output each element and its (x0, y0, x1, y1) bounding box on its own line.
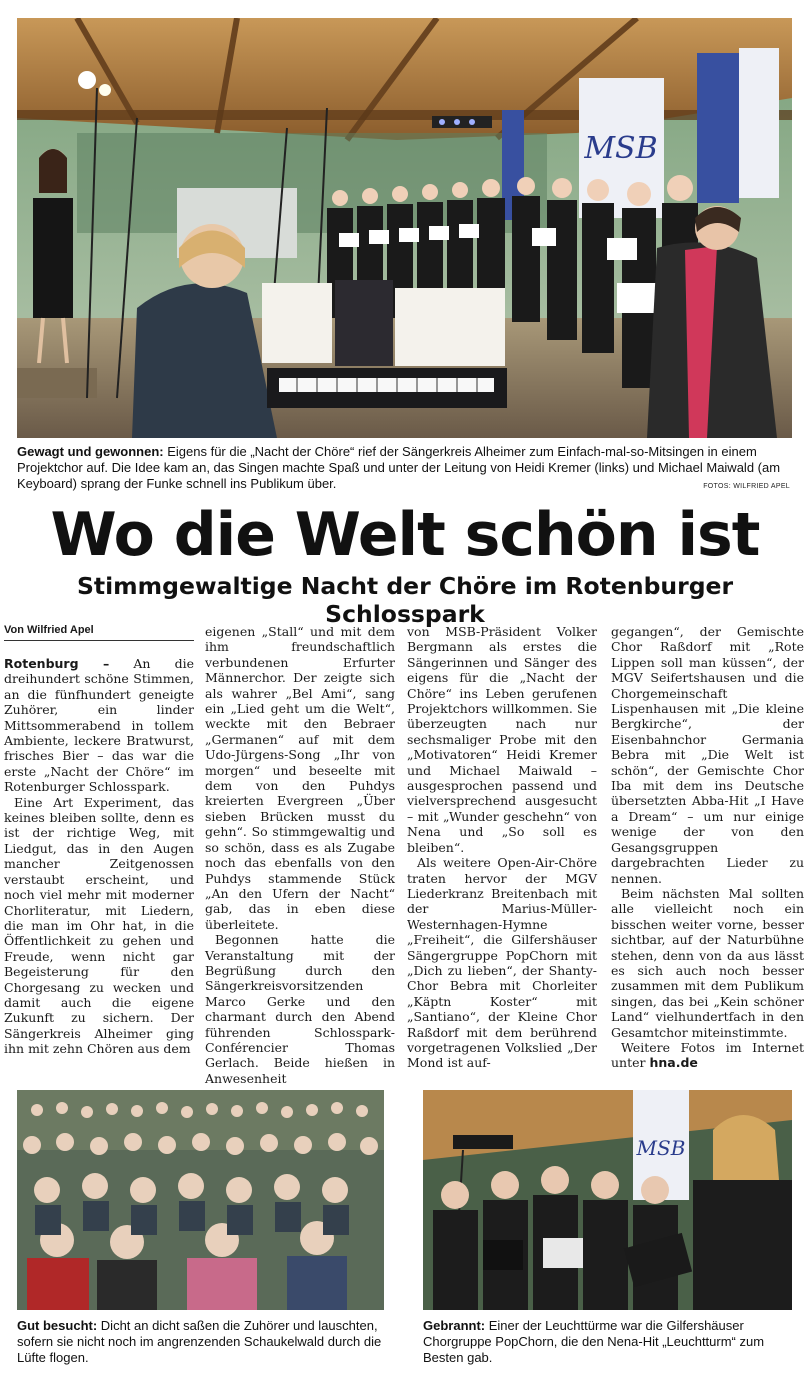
paragraph: Beim nächsten Mal sollten alle vielleicht noch ein bisschen weiter vorne, besser sichtbar, auf der Naturbühne stehen, denn von da aus lässt es sich auch noch besser zusammen mit dem Publikum singen, das bei „Kein schöner Land“ vielhundertfach in den Gesamtchor miteinstimmte. (611, 885, 804, 1040)
dateline: Rotenburg – (4, 656, 110, 671)
audience-caption (17, 1318, 387, 1366)
top-photo (17, 18, 792, 438)
website-link[interactable]: hna.de (649, 1055, 698, 1071)
popchorn-photo (423, 1090, 792, 1310)
paragraph: gegangen“, der Gemischte Chor Raßdorf mit „Rote Lippen soll man küssen“, der MGV Seifertshausen und die Chorgemeinschaft Lispenhausen mit „Die kleine Bergkirche“, der Eisenbahnchor Germania Bebra mit „Die Welt ist schön“, der Gemischte Chor Iba mit dem ins Deutsche übersetzten Abba-Hit „I Have a Dream“ – um nur einige wenige der von den Gesangsgruppen dargebrachten Lieder zu nennen. (611, 624, 804, 886)
caption-lead: Gebrannt: (423, 1318, 486, 1333)
article-column-1 (4, 656, 194, 1057)
paragraph: Weitere Fotos im Internet unter hna.de (611, 1039, 804, 1071)
choir-stage-photo (17, 18, 792, 438)
paragraph: Begonnen hatte die Veranstaltung mit der Begrüßung durch den Sängerkreisvorsitzenden Marco Gerke und den charmant durch den Abend führenden Schlosspark-Conférencier Thomas Gerlach. Beide hießen in Anwesenheit (205, 932, 395, 1086)
caption-lead: Gut besucht: (17, 1318, 98, 1333)
caption-text: Dicht an dicht saßen die Zuhörer und lauschten, sofern sie nicht noch im angrenzenden Schaukelwald durch die Lüfte flogen. (17, 1318, 382, 1365)
paragraph: Eine Art Experiment, das keines bleiben sollte, denn es ist der richtige Weg, mit Liedgut, das in den Augen mancher Zeitgenossen verstaubt erscheint, und noch viel mehr mit moderner Chorliteratur, mit Liedern, die man im Ohr hat, in die Öffentlichkeit zu gehen und Freude, wenn nicht gar Begeisterung für den Chorgesang zu wecken und damit auch die eigene Zukunft zu sichern. Der Sängerkreis Alheimer ging ihn mit zehn Chören aus dem (4, 794, 194, 1057)
caption-lead: Gewagt und gewonnen: (17, 444, 164, 459)
paragraph: eigenen „Stall“ und mit dem ihm freundschaftlich verbundenen Erfurter Männerchor. Der zeigte sich als wahrer „Bel Ami“, sang ein „Lied geht um die Welt“, weckte mit den Bebraer „Germanen“ auf mit dem Udo-Jürgens-Song „Ihr von morgen“ und beseelte mit dem von den Puhdys kreierten Evergreen „Über sieben Brücken musst du gehn“. So stimmgewaltig und so schön, dass es als Zugabe noch das ebenfalls von den Puhdys stammende Stück „An den Ufern der Nacht“ gab, das in eben diese überleitete. (205, 624, 395, 932)
top-photo-caption (17, 444, 792, 492)
headline: Wo die Welt schön ist (50, 500, 760, 570)
author-byline: Von Wilfried Apel (4, 624, 194, 641)
banner-logo: MSB (636, 1136, 686, 1160)
audience-photo (17, 1090, 384, 1310)
popchorn-image (423, 1090, 792, 1310)
article-column-2 (205, 624, 395, 1086)
article-column-3 (407, 624, 597, 1071)
subheadline: Stimmgewaltige Nacht der Chöre im Rotenburger Schlosspark (76, 572, 734, 628)
paragraph: Als weitere Open-Air-Chöre traten hervor der MGV Liederkranz Breitenbach mit der Marius-Müller-Westernhagen-Hymne „Freiheit“, die Gilfershäuser Sängergruppe PopChorn mit „Dich zu lieben“, der Shanty-Chor Bebra mit Chorleiter „Käptn Koster“ mit „Santiano“, der Kleine Chor Raßdorf mit dem berührend vorgetragenen Volkslied „Der Mond ist auf- (407, 855, 597, 1071)
banner-logo: MSB (584, 131, 658, 166)
caption-text: Eigens für die „Nacht der Chöre“ rief der Sängerkreis Alheimer zum Einfach-mal-so-Mitsingen in einem Projektchor auf. Die Idee kam an, das Singen machte Spaß und unter der Leitung von Heidi Kremer (links) und Michael Maiwald (am Keyboard) sprang der Funke schnell ins Publikum über. (17, 444, 781, 491)
caption-text: Einer der Leuchttürme war die Gilfershäuser Chorgruppe PopChorn, die den Nena-Hit „Leuchtturm“ zum Besten gab. (423, 1318, 765, 1365)
popchorn-caption (423, 1318, 795, 1366)
article-column-4 (611, 624, 804, 1071)
photo-credit: FOTOS: WILFRIED APEL (703, 483, 790, 490)
paragraph: Rotenburg – An die dreihundert schöne Stimmen, an die fünfhundert geneigte Zuhörer, ein linder Mittsommerabend in tollem Ambiente, leckere Bratwurst, frisches Bier – das war die erste „Nacht der Chöre“ im Rotenburger Schlosspark. (4, 656, 194, 795)
paragraph: von MSB-Präsident Volker Bergmann als erstes die Sängerinnen und Sänger des eigens für die „Nacht der Chöre“ ins Leben gerufenen Projektchors willkommen. Sie überzeugten nach nur sechsmaliger Probe mit den „Motivatoren“ Heidi Kremer und Michael Maiwald – ausgesprochen passend und vielversprechend ausgesucht – mit „Wunder geschehn“ von Nena und „So soll es bleiben“. (407, 624, 597, 855)
audience-image (17, 1090, 384, 1310)
